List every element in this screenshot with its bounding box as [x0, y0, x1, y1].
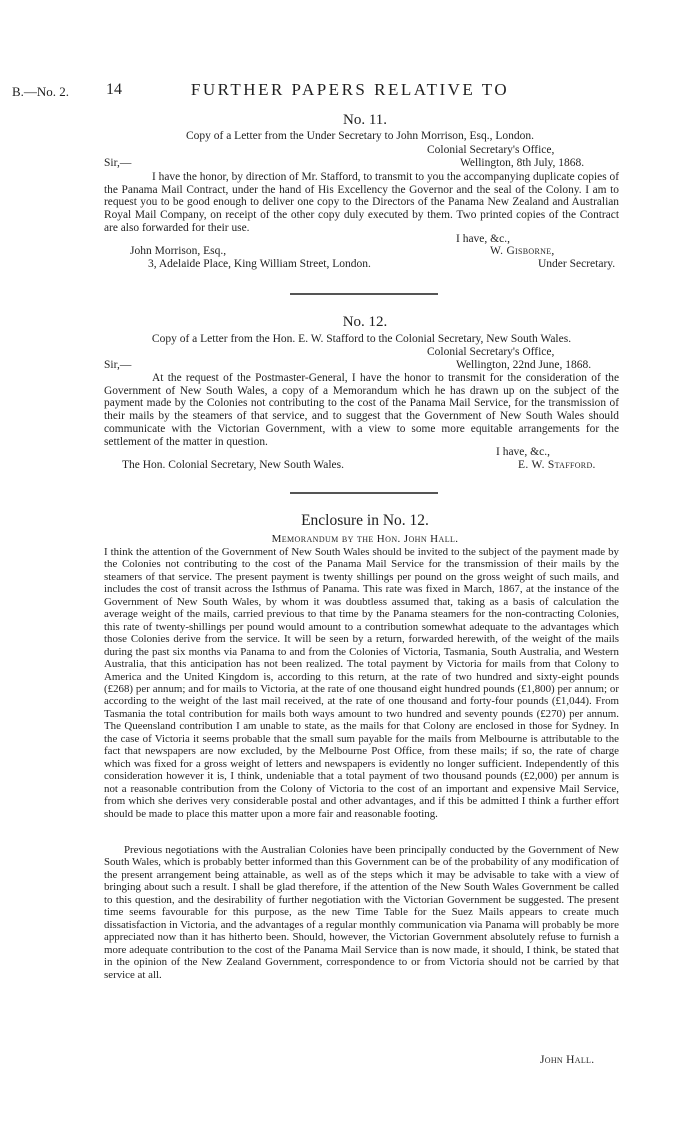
letter-11-salutation: Sir,— [104, 157, 132, 169]
letter-12-number: No. 12. [342, 314, 388, 330]
letter-12-addressee: The Hon. Colonial Secretary, New South Wales. [122, 459, 344, 471]
letter-11-addressee: John Morrison, Esq., [130, 245, 227, 257]
section-divider [290, 492, 438, 494]
letter-11-closing: I have, &c., [456, 233, 510, 245]
letter-11-number: No. 11. [342, 112, 388, 128]
letter-12-salutation: Sir,— [104, 359, 132, 371]
letter-11-office: Colonial Secretary's Office, [427, 144, 555, 156]
letter-12-caption: Copy of a Letter from the Hon. E. W. Stafford to the Colonial Secretary, New South Wales. [151, 333, 572, 345]
memorandum-paragraph-2: Previous negotiations with the Australian Colonies have been principally conducted by the Government of New South Wales, which is probably better informed than this Government can be of the probability of any modification of the present arrangement being attainable, as well as of the steps which it may be advisable to take with a view of bringing about such a result. I shall be glad therefore, if the attention of the New South Wales Government be called to this question, and the desirability of further negotiation with the Victorian Government be suggested. The present time seems favourable for this purpose, as the new Time Table for the Suez Mails appears to create much dissatisfaction in Victoria, and the advantages of a regular monthly communication via Panama will probably be more appreciated now than it has hitherto been. Should, however, the Victorian Government absolutely refuse to furnish a more adequate contribution to the cost of the Panama Mail Service than is now made, it should, I think, be stated that in the opinion of the New Zealand Government, correspondence to or from Victoria should not be carried by that service at all. [104, 844, 619, 981]
enclosure-title: Enclosure in No. 12. [301, 512, 429, 529]
parliamentary-paper-reference: B.—No. 2. [12, 84, 70, 99]
memorandum-signature: John Hall. [540, 1054, 595, 1066]
letter-11-signatory: W. Gisborne, [490, 245, 555, 257]
letter-11-body: I have the honor, by direction of Mr. Stafford, to transmit to you the accompanying duplicate copies of the Panama Mail Contract, under the hand of His Excellency the Governor and the seal of the Colony. I am to request you to be good enough to deliver one copy to the Directors of the Panama New Zealand and Australian Royal Mail Company, on receipt of the other copy duly executed by them. Two printed copies of the Contract are also forwarded for their use. [104, 171, 619, 234]
running-title: FURTHER PAPERS RELATIVE TO [190, 80, 510, 99]
letter-11-date: Wellington, 8th July, 1868. [460, 157, 585, 169]
letter-12-office: Colonial Secretary's Office, [427, 346, 555, 358]
letter-12-date: Wellington, 22nd June, 1868. [456, 359, 592, 371]
letter-12-signatory: E. W. Stafford. [518, 459, 596, 471]
letter-11-address: 3, Adelaide Place, King William Street, London. [148, 258, 371, 270]
memorandum-heading: Memorandum by the Hon. John Hall. [271, 533, 459, 545]
letter-11-signatory-title: Under Secretary. [538, 258, 616, 270]
letter-12-closing: I have, &c., [496, 446, 550, 458]
letter-12-body: At the request of the Postmaster-General, I have the honor to transmit for the consideration of the Government of New South Wales, a copy of a Memorandum which he has drawn up on the subject of the payment made by the Colonies not contributing to the cost of the Panama Mail Service, for the transmission of their mails by the steamers of that service, and to suggest that the Government of New South Wales should communicate with the Victorian Government, with a view to some more equitable arrangements for the settlement of the matter in question. [104, 372, 619, 448]
letter-11-caption: Copy of a Letter from the Under Secretary to John Morrison, Esq., London. [185, 130, 535, 142]
page-number: 14 [106, 81, 122, 98]
memorandum-paragraph-1: I think the attention of the Government of New South Wales should be invited to the subject of the payment made by the Colonies not contributing to the cost of the Panama Mail Service for the transmission of their mails by the steamers of that service. The present payment is twenty shillings per pound on the gross weight of such mails, and includes the cost of transit across the Isthmus of Panama. This rate was fixed in March, 1867, at the instance of the Government of New South Wales, by whom it was doubtless assumed that, taking as a basis of calculation the average weight of the mails, carried previous to that time by the Panama steamers for the non-contracting Colonies, this rate of twenty-shillings per pound would amount to a contribution somewhat adequate to the advantages which those Colonies derive from the service. It will be seen by a return, forwarded herewith, of the weight of the mails during the past six months via Panama to and from the Colonies of Victoria, Tasmania, South Australia, and Western Australia, that this anticipation has not been realized. The total payment by Victoria for mails from that Colony to America and the United Kingdom is, according to this return, at the rate of two hundred and sixty-eight pounds (£268) per annum; and for mails to Victoria, at the rate of one thousand eight hundred pounds (£1,800) per annum; or according to the weight of the last mail received, at the rate of one thousand and forty-four pounds (£1,044). From Tasmania the total contribution for mails both ways amount to two hundred and seventy pounds (£270) per annum. The Queensland contribution I am unable to state, as the mails for that Colony are enclosed in those for Sydney. In the case of Victoria it seems probable that the small sum payable for the mails from Melbourne is attributable to the fact that newspapers are now excluded, by the Melbourne Post Office, from these mails; if so, the rate of charge which was fixed for a gross weight of letters and newspapers is evidently no longer sufficient. Independently of this consideration however it is, I think, undeniable that a total payment of two thousand pounds (£2,000) per annum is not a reasonable contribution from the Colony of Victoria to the cost of an important and expensive Mail Service, from which she derives very considerable postal and other advantages, and if this be admitted I think a further effort should be made to place this matter upon a more fair and reasonable footing. [104, 546, 619, 820]
section-divider [290, 293, 438, 295]
